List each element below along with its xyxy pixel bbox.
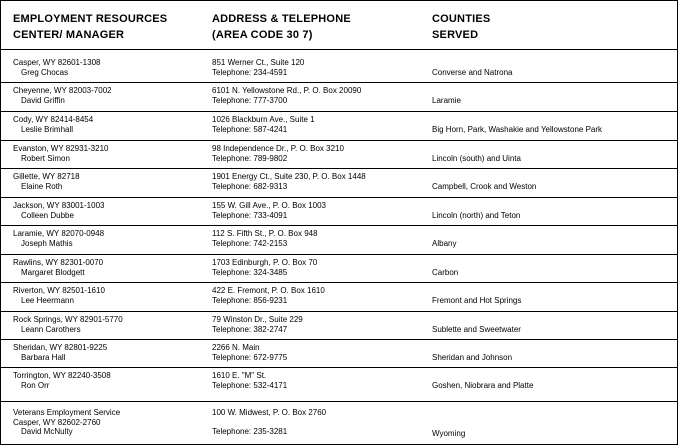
manager-text: Elaine Roth	[21, 181, 63, 191]
table-cell	[13, 201, 104, 220]
phone-text: Telephone: 587-4241	[212, 124, 288, 134]
counties-text: Fremont and Hot Springs	[432, 295, 522, 305]
row-divider	[1, 282, 677, 283]
table-cell	[212, 343, 287, 362]
table-cell	[13, 258, 103, 277]
table-row	[1, 84, 677, 113]
row-divider	[1, 197, 677, 198]
manager-text: Lee Heermann	[21, 295, 74, 305]
city-text: Casper, WY 82602-2760	[13, 417, 101, 427]
name-text: Veterans Employment Service	[13, 408, 121, 417]
table-cell	[212, 229, 318, 248]
address-text: 1610 E. "M" St.	[212, 371, 267, 380]
table-row	[1, 256, 677, 285]
phone-text: Telephone: 234-4591	[212, 67, 288, 77]
table-cell	[212, 172, 366, 191]
table-row	[1, 199, 677, 228]
counties-text: Carbon	[432, 267, 459, 277]
phone-text: Telephone: 324-3485	[212, 267, 288, 277]
row-divider	[1, 311, 677, 312]
address-text: 851 Werner Ct., Suite 120	[212, 58, 305, 67]
table-cell	[13, 408, 120, 437]
table-cell	[13, 86, 112, 105]
table-row	[1, 170, 677, 199]
phone-text: Telephone: 235-3281	[212, 427, 288, 436]
row-divider	[1, 225, 677, 226]
city-text: Riverton, WY 82501-1610	[13, 286, 105, 295]
row-divider	[1, 254, 677, 255]
phone-text: Telephone: 672-9775	[212, 352, 288, 362]
table-cell	[13, 58, 100, 77]
city-text: Evanston, WY 82931-3210	[13, 144, 109, 153]
city-text: Cody, WY 82414-8454	[13, 115, 94, 124]
manager-text: Greg Chocas	[21, 67, 69, 77]
table-cell	[13, 172, 80, 191]
manager-text: Joseph Mathis	[21, 238, 73, 248]
address-text: 1901 Energy Ct., Suite 230, P. O. Box 1448	[212, 172, 366, 181]
manager-text: Leann Carothers	[21, 324, 81, 334]
city-text: Sheridan, WY 82801-9225	[13, 343, 108, 352]
table-cell	[212, 315, 303, 334]
table-cell	[212, 201, 326, 220]
row-divider	[1, 168, 677, 169]
row-divider	[1, 140, 677, 141]
address-text: 98 Independence Dr., P. O. Box 3210	[212, 144, 344, 153]
address-text: 112 S. Fifth St., P. O. Box 948	[212, 229, 318, 238]
phone-text: Telephone: 742-2153	[212, 238, 288, 248]
table-cell	[212, 258, 317, 277]
counties-text: Sublette and Sweetwater	[432, 324, 521, 334]
phone-text: Telephone: 733-4091	[212, 210, 288, 220]
col2_line1-text: ADDRESS & TELEPHONE	[212, 13, 351, 25]
header-address-telephone	[212, 11, 351, 43]
table-row	[1, 227, 677, 256]
address-text: 1703 Edinburgh, P. O. Box 70	[212, 258, 318, 267]
counties-text: Goshen, Niobrara and Platte	[432, 380, 534, 390]
city-text: Rawlins, WY 82301-0070	[13, 258, 104, 267]
row-divider	[1, 111, 677, 112]
table-cell	[212, 86, 361, 105]
table-cell	[13, 286, 105, 305]
col1_line2-text: CENTER/ MANAGER	[13, 29, 125, 41]
manager-text: Colleen Dubbe	[21, 210, 74, 220]
row-divider	[1, 339, 677, 340]
city-text: Cheyenne, WY 82003-7002	[13, 86, 112, 95]
table-row	[1, 284, 677, 313]
counties-text: Converse and Natrona	[432, 67, 513, 77]
phone-text: Telephone: 777-3700	[212, 95, 288, 105]
counties-text: Lincoln (south) and Uinta	[432, 153, 521, 163]
table-cell	[212, 286, 325, 305]
city-text: Gillette, WY 82718	[13, 172, 80, 181]
counties-text: Wyoming	[432, 429, 466, 438]
city-text: Jackson, WY 83001-1003	[13, 201, 105, 210]
veterans-employment-row	[1, 408, 677, 444]
veterans-divider	[1, 401, 677, 402]
table-row	[1, 56, 677, 85]
col1_line1-text: EMPLOYMENT RESOURCES	[13, 13, 168, 25]
table-cell	[212, 115, 315, 134]
table-cell	[13, 315, 123, 334]
manager-text: David McNulty	[21, 427, 73, 436]
table-cell	[212, 408, 326, 437]
table-cell	[13, 343, 107, 362]
counties-text: Laramie	[432, 95, 461, 105]
col3_line1-text: COUNTIES	[432, 13, 491, 25]
manager-text: Robert Simon	[21, 153, 70, 163]
counties-text: Campbell, Crook and Weston	[432, 181, 537, 191]
table-row	[1, 313, 677, 342]
header-counties-served	[432, 11, 490, 43]
counties-text: Big Horn, Park, Washakie and Yellowstone Park	[432, 124, 603, 134]
table-row	[1, 142, 677, 171]
address-text: 100 W. Midwest, P. O. Box 2760	[212, 408, 327, 417]
city-text: Rock Springs, WY 82901-5770	[13, 315, 123, 324]
address-text: 155 W. Gill Ave., P. O. Box 1003	[212, 201, 326, 210]
col3_line2-text: SERVED	[432, 29, 479, 41]
table-cell	[13, 229, 104, 248]
address-text: 79 Winston Dr., Suite 229	[212, 315, 303, 324]
counties-text: Albany	[432, 238, 457, 248]
manager-text: David Griffin	[21, 95, 65, 105]
table-row	[1, 113, 677, 142]
row-divider	[1, 82, 677, 83]
phone-text: Telephone: 789-9802	[212, 153, 288, 163]
table-cell	[13, 144, 108, 163]
table-cell	[212, 144, 344, 163]
phone-text: Telephone: 382-2747	[212, 324, 288, 334]
address-text: 422 E. Fremont, P. O. Box 1610	[212, 286, 325, 295]
manager-text: Leslie Brimhall	[21, 124, 74, 134]
table-cell	[212, 371, 287, 390]
phone-text: Telephone: 532-4171	[212, 380, 288, 390]
table-row	[1, 369, 677, 398]
city-text: Laramie, WY 82070-0948	[13, 229, 105, 238]
address-text: 2266 N. Main	[212, 343, 260, 352]
manager-text: Margaret Blodgett	[21, 267, 85, 277]
phone-text: Telephone: 682-9313	[212, 181, 288, 191]
address-text: 6101 N. Yellowstone Rd., P. O. Box 20090	[212, 86, 362, 95]
col2_line2-text: (AREA CODE 30 7)	[212, 29, 313, 41]
table-cell	[13, 371, 111, 390]
header-divider	[1, 49, 677, 50]
manager-text: Ron Orr	[21, 380, 50, 390]
city-text: Torrington, WY 82240-3508	[13, 371, 111, 380]
address-text: 1026 Blackburn Ave., Suite 1	[212, 115, 315, 124]
phone-text: Telephone: 856-9231	[212, 295, 288, 305]
table-row	[1, 341, 677, 370]
city-text: Casper, WY 82601-1308	[13, 58, 101, 67]
manager-text: Barbara Hall	[21, 352, 66, 362]
counties-text: Lincoln (north) and Teton	[432, 210, 521, 220]
header-center-manager	[13, 11, 167, 43]
row-divider	[1, 367, 677, 368]
table-cell	[13, 115, 93, 134]
table-cell	[212, 58, 304, 77]
counties-text: Sheridan and Johnson	[432, 352, 513, 362]
